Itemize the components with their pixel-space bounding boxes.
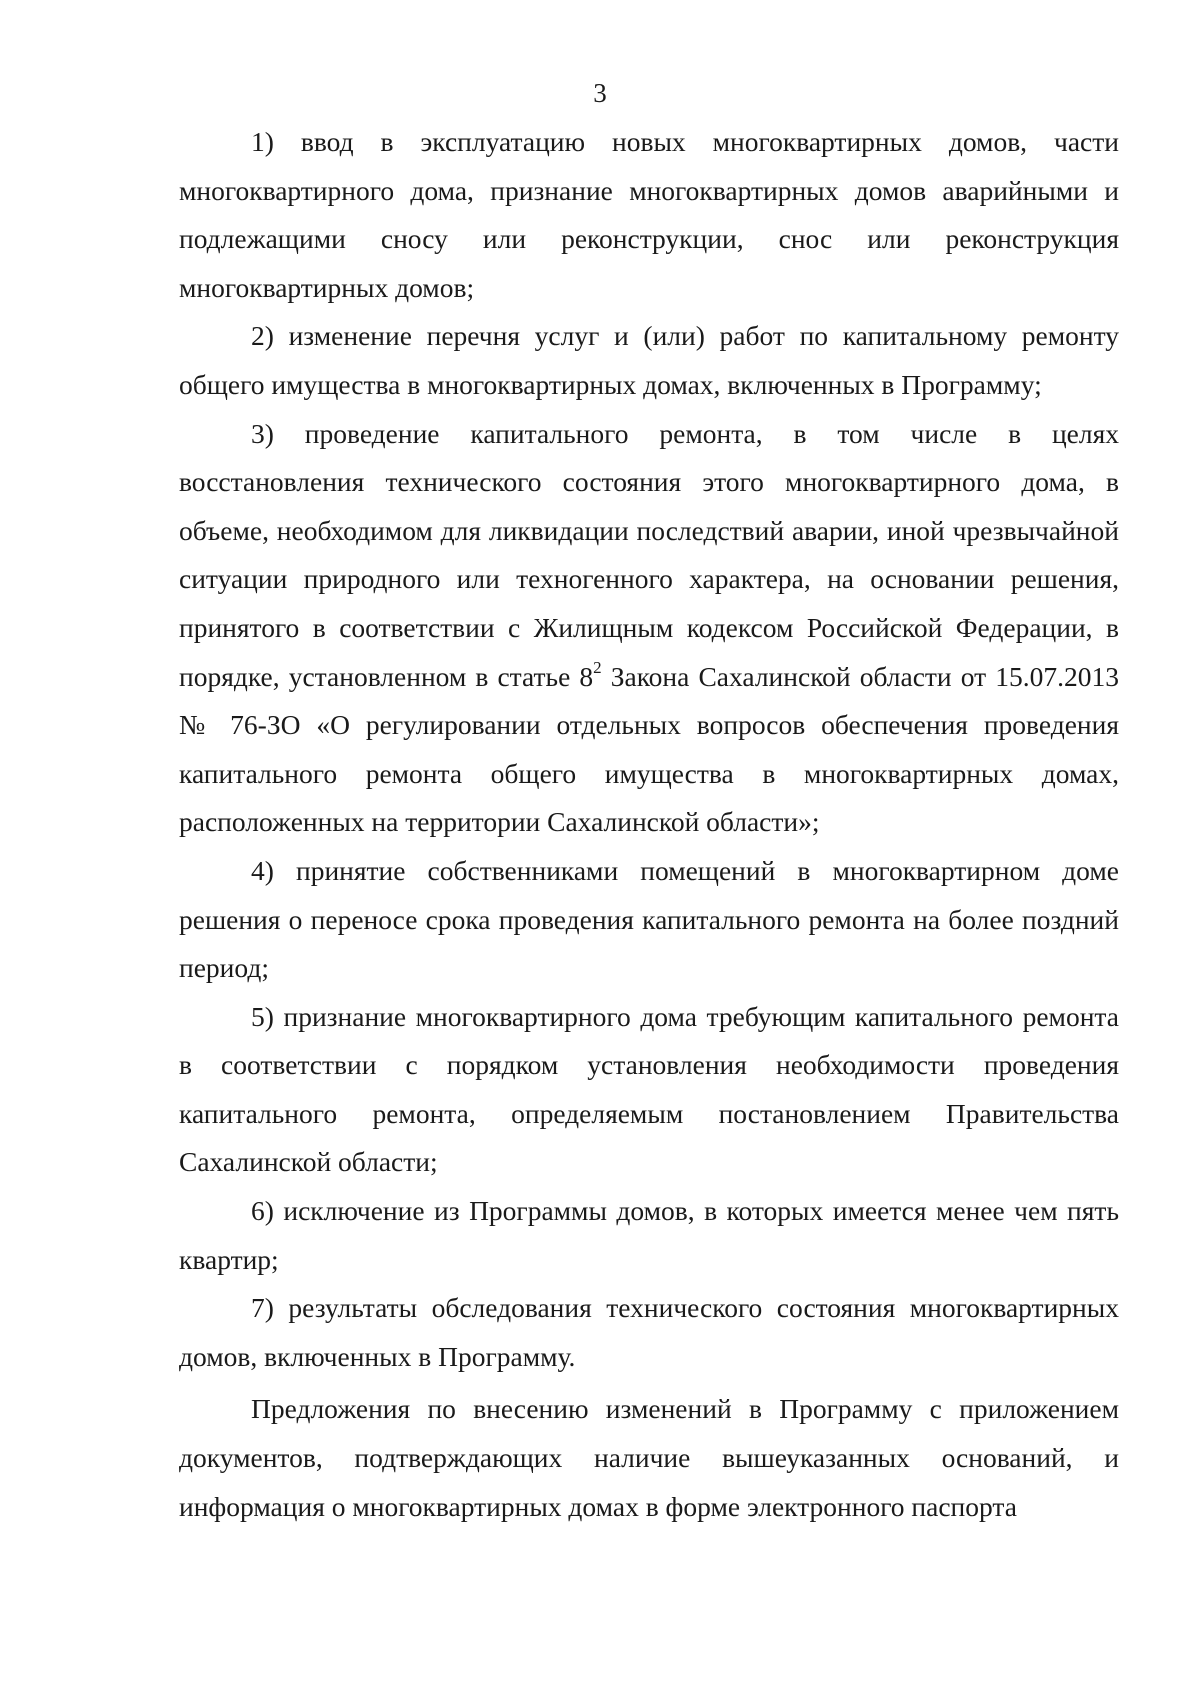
article-superscript: 2 [593, 658, 602, 678]
document-body [179, 118, 1119, 1531]
list-item-4: 4) принятие собственниками помещений в многоквартирном доме решения о переносе срока проведения капитального ремонта на более поздний период; [179, 854, 1119, 984]
list-item-3 [179, 410, 1119, 847]
proposals-paragraph: Предложения по внесению изменений в Программу с приложением документов, подтверждающих наличие вышеуказанных оснований, и информация о многоквартирных домах в форме электронного паспорта [179, 1393, 1119, 1522]
list-item-3-text-end: Закона Сахалинской области от 15.07.2013 № 76-ЗО «О регулировании отдельных вопросов обеспечения проведения капитального ремонта общего имущества в многоквартирных домах, расположенных на территории Сахалинской области»; [179, 660, 1119, 838]
list-item-5: 5) признание многоквартирного дома требующим капитального ремонта в соответствии с порядком установления необходимости проведения капитального ремонта, определяемым постановлением Правительства Сахалинской области; [179, 1000, 1119, 1178]
list-item-2: 2) изменение перечня услуг и (или) работ по капитальному ремонту общего имущества в многоквартирных домах, включенных в Программу; [179, 320, 1119, 400]
list-item-7: 7) результаты обследования технического состояния многоквартирных домов, включенных в Программу. [179, 1292, 1119, 1372]
page-number: 3 [593, 78, 607, 108]
list-item-1: 1) ввод в эксплуатацию новых многоквартирных домов, части многоквартирного дома, признание многоквартирных домов аварийными и подлежащими сносу или реконструкции, снос или реконструкция многоквартирных домов; [179, 126, 1119, 303]
list-item-6: 6) исключение из Программы домов, в которых имеется менее чем пять квартир; [179, 1195, 1119, 1275]
list-item-3-text-start: 3) проведение капитального ремонта, в том числе в целях восстановления технического состояния этого многоквартирного дома, в объеме, необходимом для ликвидации последствий аварии, иной чрезвычайной ситуации природного или техногенного характера, на основании решения, принятого в соответствии с Жилищным кодексом Российской Федерации, в порядке, установленном в статье 8 [179, 417, 1119, 692]
